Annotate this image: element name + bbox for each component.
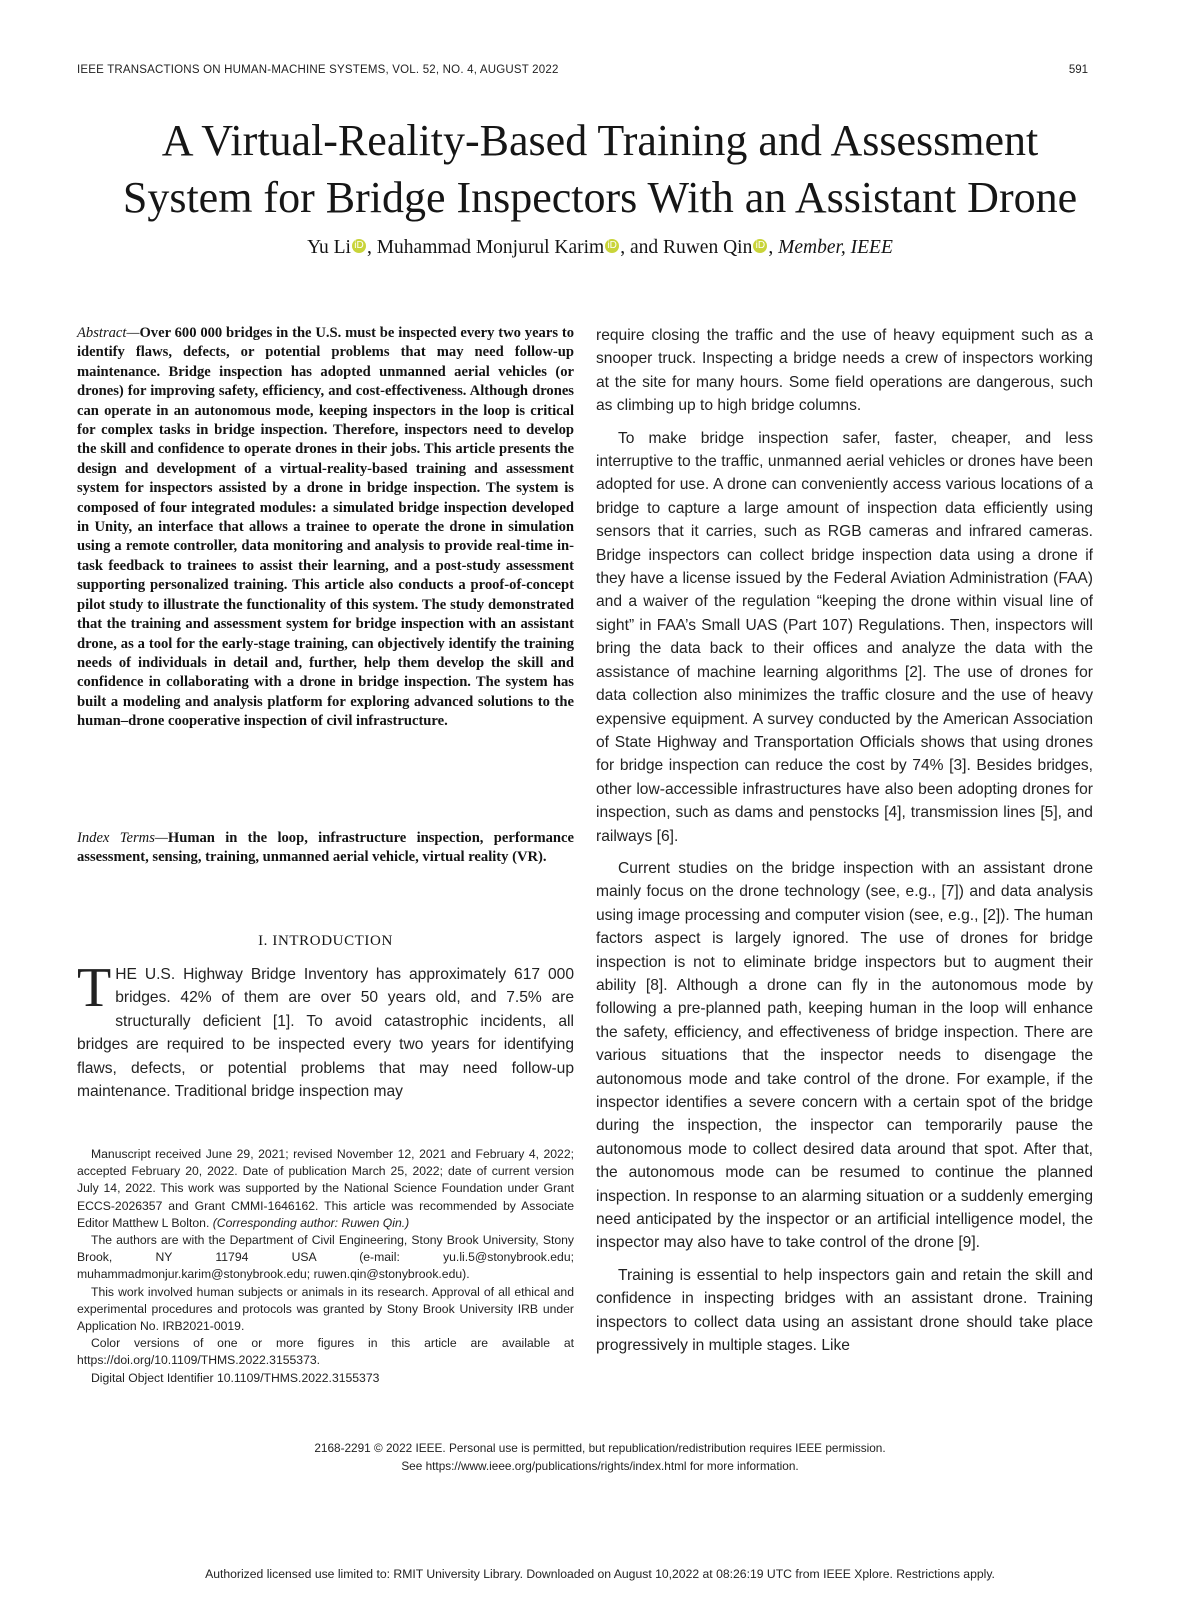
page-number: 591 (1068, 64, 1088, 76)
author-separator: , (768, 237, 779, 258)
author-name: Yu Li (307, 237, 351, 258)
author-name: Ruwen Qin (662, 237, 753, 258)
right-column (596, 324, 1093, 1366)
orcid-icon[interactable]: iD (753, 239, 767, 253)
footnote-ethics: This work involved human subjects or animals in its research. Approval of all ethical and experimental procedures and protocols was granted by Stony Brook University IRB under Application No. IRB2021-0019. (77, 1284, 574, 1334)
title-line-1: A Virtual-Reality-Based Training and Assessment (161, 116, 1039, 165)
title-line-2: System for Bridge Inspectors With an Assistant Drone (122, 173, 1078, 222)
footnotes (77, 1146, 574, 1387)
copyright-line-2: See https://www.ieee.org/publications/rights/index.html for more information. (401, 1459, 799, 1473)
footnote-doi: Digital Object Identifier 10.1109/THMS.2022.3155373 (91, 1370, 380, 1385)
author-name: Muhammad Monjurul Karim (376, 237, 605, 258)
section-heading: I. INTRODUCTION (258, 933, 393, 949)
abstract-label: Abstract— (77, 325, 140, 341)
footnote-affiliation: The authors are with the Department of Civil Engineering, Stony Brook University, Stony Brook, NY 11794 USA (e-mail: yu.li.5@stonybrook.edu; muhammadmonjur.karim@stonybrook.edu; ruwen.qin@stonybrook.edu). (77, 1233, 574, 1282)
copyright-line-1: 2168-2291 © 2022 IEEE. Personal use is permitted, but republication/redistribution requires IEEE permission. (314, 1441, 886, 1455)
footnote-manuscript (77, 1146, 574, 1232)
license-notice: Authorized licensed use limited to: RMIT University Library. Downloaded on August 10,2022 at 08:26:19 UTC from IEEE Xplore. Restrictions apply. (205, 1567, 995, 1581)
abstract-text: Over 600 000 bridges in the U.S. must be inspected every two years to identify flaws, defects, or potential problems that may need follow-up maintenance. Bridge inspection has adopted unmanned aerial vehicles (or drones) for improving safety, efficiency, and cost-effectiveness. Although drones can operate in an autonomous mode, keeping inspectors in the loop is critical for complex tasks in bridge inspection. Therefore, inspectors need to develop the skill and confidence to operate drones in their jobs. This article presents the design and development of a virtual-reality-based training and assessment system for inspectors assisted by a drone in bridge inspection. The system is composed of four integrated modules: a simulated bridge inspection developed in Unity, an interface that allows a trainee to operate the drone in simulation using a remote controller, data monitoring and analysis to provide real-time in-task feedback to trainees to assist their learning, and a post-study assessment supporting personalized training. This article also conducts a proof-of-concept pilot study to illustrate the functionality of this system. The study demonstrated that the training and assessment system for bridge inspection with an assistant drone, as a tool for the early-stage training, can objectively identify the training needs of individuals in detail and, further, help them develop the skill and confidence in collaborating with a drone in bridge inspection. The system has built a modeling and analysis platform for exploring advanced solutions to the human–drone cooperative inspection of civil infrastructure. (77, 325, 574, 730)
body-paragraph: require closing the traffic and the use of heavy equipment such as a snooper truck. Inspecting a bridge needs a crew of inspectors working at the site for many hours. Some field operations are dangerous, such as climbing up to high bridge columns. (596, 327, 1093, 415)
body-paragraph: To make bridge inspection safer, faster, cheaper, and less interruptive to the traffic, unmanned aerial vehicles or drones have been adopted for use. A drone can conveniently access various locations of a bridge to capture a large amount of inspection data efficiently using sensors that it carries, such as RGB cameras and infrared cameras. Bridge inspectors can collect bridge inspection data using a drone if they have a license issued by the Federal Aviation Administration (FAA) and a waiver of the regulation “keeping the drone within visual line of sight” in FAA’s Small UAS (Part 107) Regulations. Then, inspectors will bring the data back to their offices and analyze the data with the assistance of machine learning algorithms [2]. The use of drones for data collection also minimizes the traffic closure and the use of heavy expensive equipment. A survey conducted by the American Association of State Highway and Transportation Officials shows that using drones for bridge inspection can reduce the cost by 74% [3]. Besides bridges, other low-accessible infrastructures have also been adopting drones for inspection, such as dams and penstocks [4], transmission lines [5], and railways [6]. (596, 429, 1093, 845)
body-paragraph: Training is essential to help inspectors gain and retain the skill and confidence in inspecting bridges with an assistant drone. Training inspectors to collect data using an assistant drone should take place progressively in multiple stages. Like (596, 1266, 1093, 1355)
introduction-paragraph (77, 957, 574, 1103)
body-paragraph: Current studies on the bridge inspection with an assistant drone mainly focus on the drone technology (see, e.g., [7]) and data analysis using image processing and computer vision (see, e.g., [2]). The human factors aspect is largely ignored. The use of drones for bridge inspection is not to eliminate bridge inspectors but to augment their ability [8]. Although a drone can fly in the autonomous mode by following a pre-planned path, keeping human in the loop will enhance the safety, efficiency, and effectiveness of bridge inspection. There are various situations that the inspector needs to disengage the autonomous mode and take control of the drone. For example, if the inspector identifies a severe concern with a certain spot of the bridge during the inspection, the inspector can temporarily pause the autonomous mode to collect desired data around that spot. After that, the autonomous mode can be resumed to continue the planned inspection. In response to an alarming situation or a suddenly emerging need anticipated by the inspector or an artificial intelligence model, the inspector may also have to take control of the drone [9]. (596, 859, 1093, 1252)
author-separator: , (366, 237, 377, 258)
member-title: Member, IEEE (778, 237, 893, 258)
drop-cap: T (77, 957, 112, 1019)
author-separator: , and (620, 237, 663, 258)
orcid-icon[interactable]: iD (605, 239, 619, 253)
footnote-corresponding: (Corresponding author: Ruwen Qin.) (212, 1215, 410, 1230)
index-terms-label: Index Terms— (77, 830, 168, 846)
footnote-color: Color versions of one or more figures in this article are available at https://doi.org/10.1109/THMS.2022.3155373. (77, 1336, 574, 1368)
index-terms-text: Human in the loop, infrastructure inspection, performance assessment, sensing, training, unmanned aerial vehicle, virtual reality (VR). (77, 830, 574, 866)
abstract (77, 324, 574, 732)
author-list (60, 237, 1140, 259)
copyright-notice (60, 1439, 1140, 1475)
orcid-icon[interactable]: iD (352, 239, 366, 253)
index-terms (77, 829, 574, 868)
introduction-text: HE U.S. Highway Bridge Inventory has approximately 617 000 bridges. 42% of them are over 50 years old, and 7.5% are structurally deficient [1]. To avoid catastrophic incidents, all bridges are required to be inspected every two years for identifying flaws, defects, or potential problems that may need follow-up maintenance. Traditional bridge inspection may (77, 966, 574, 1101)
journal-header: IEEE TRANSACTIONS ON HUMAN-MACHINE SYSTEMS, VOL. 52, NO. 4, AUGUST 2022 (77, 64, 559, 76)
footnote-manuscript-text: Manuscript received June 29, 2021; revised November 12, 2021 and February 4, 2022; accepted February 20, 2022. Date of publication March 25, 2022; date of current version July 14, 2022. This work was supported by the National Science Foundation under Grant ECCS-2026357 and Grant CMMI-1646162. This article was recommended by Associate Editor Matthew L Bolton. (77, 1147, 574, 1230)
paper-title (60, 112, 1140, 226)
